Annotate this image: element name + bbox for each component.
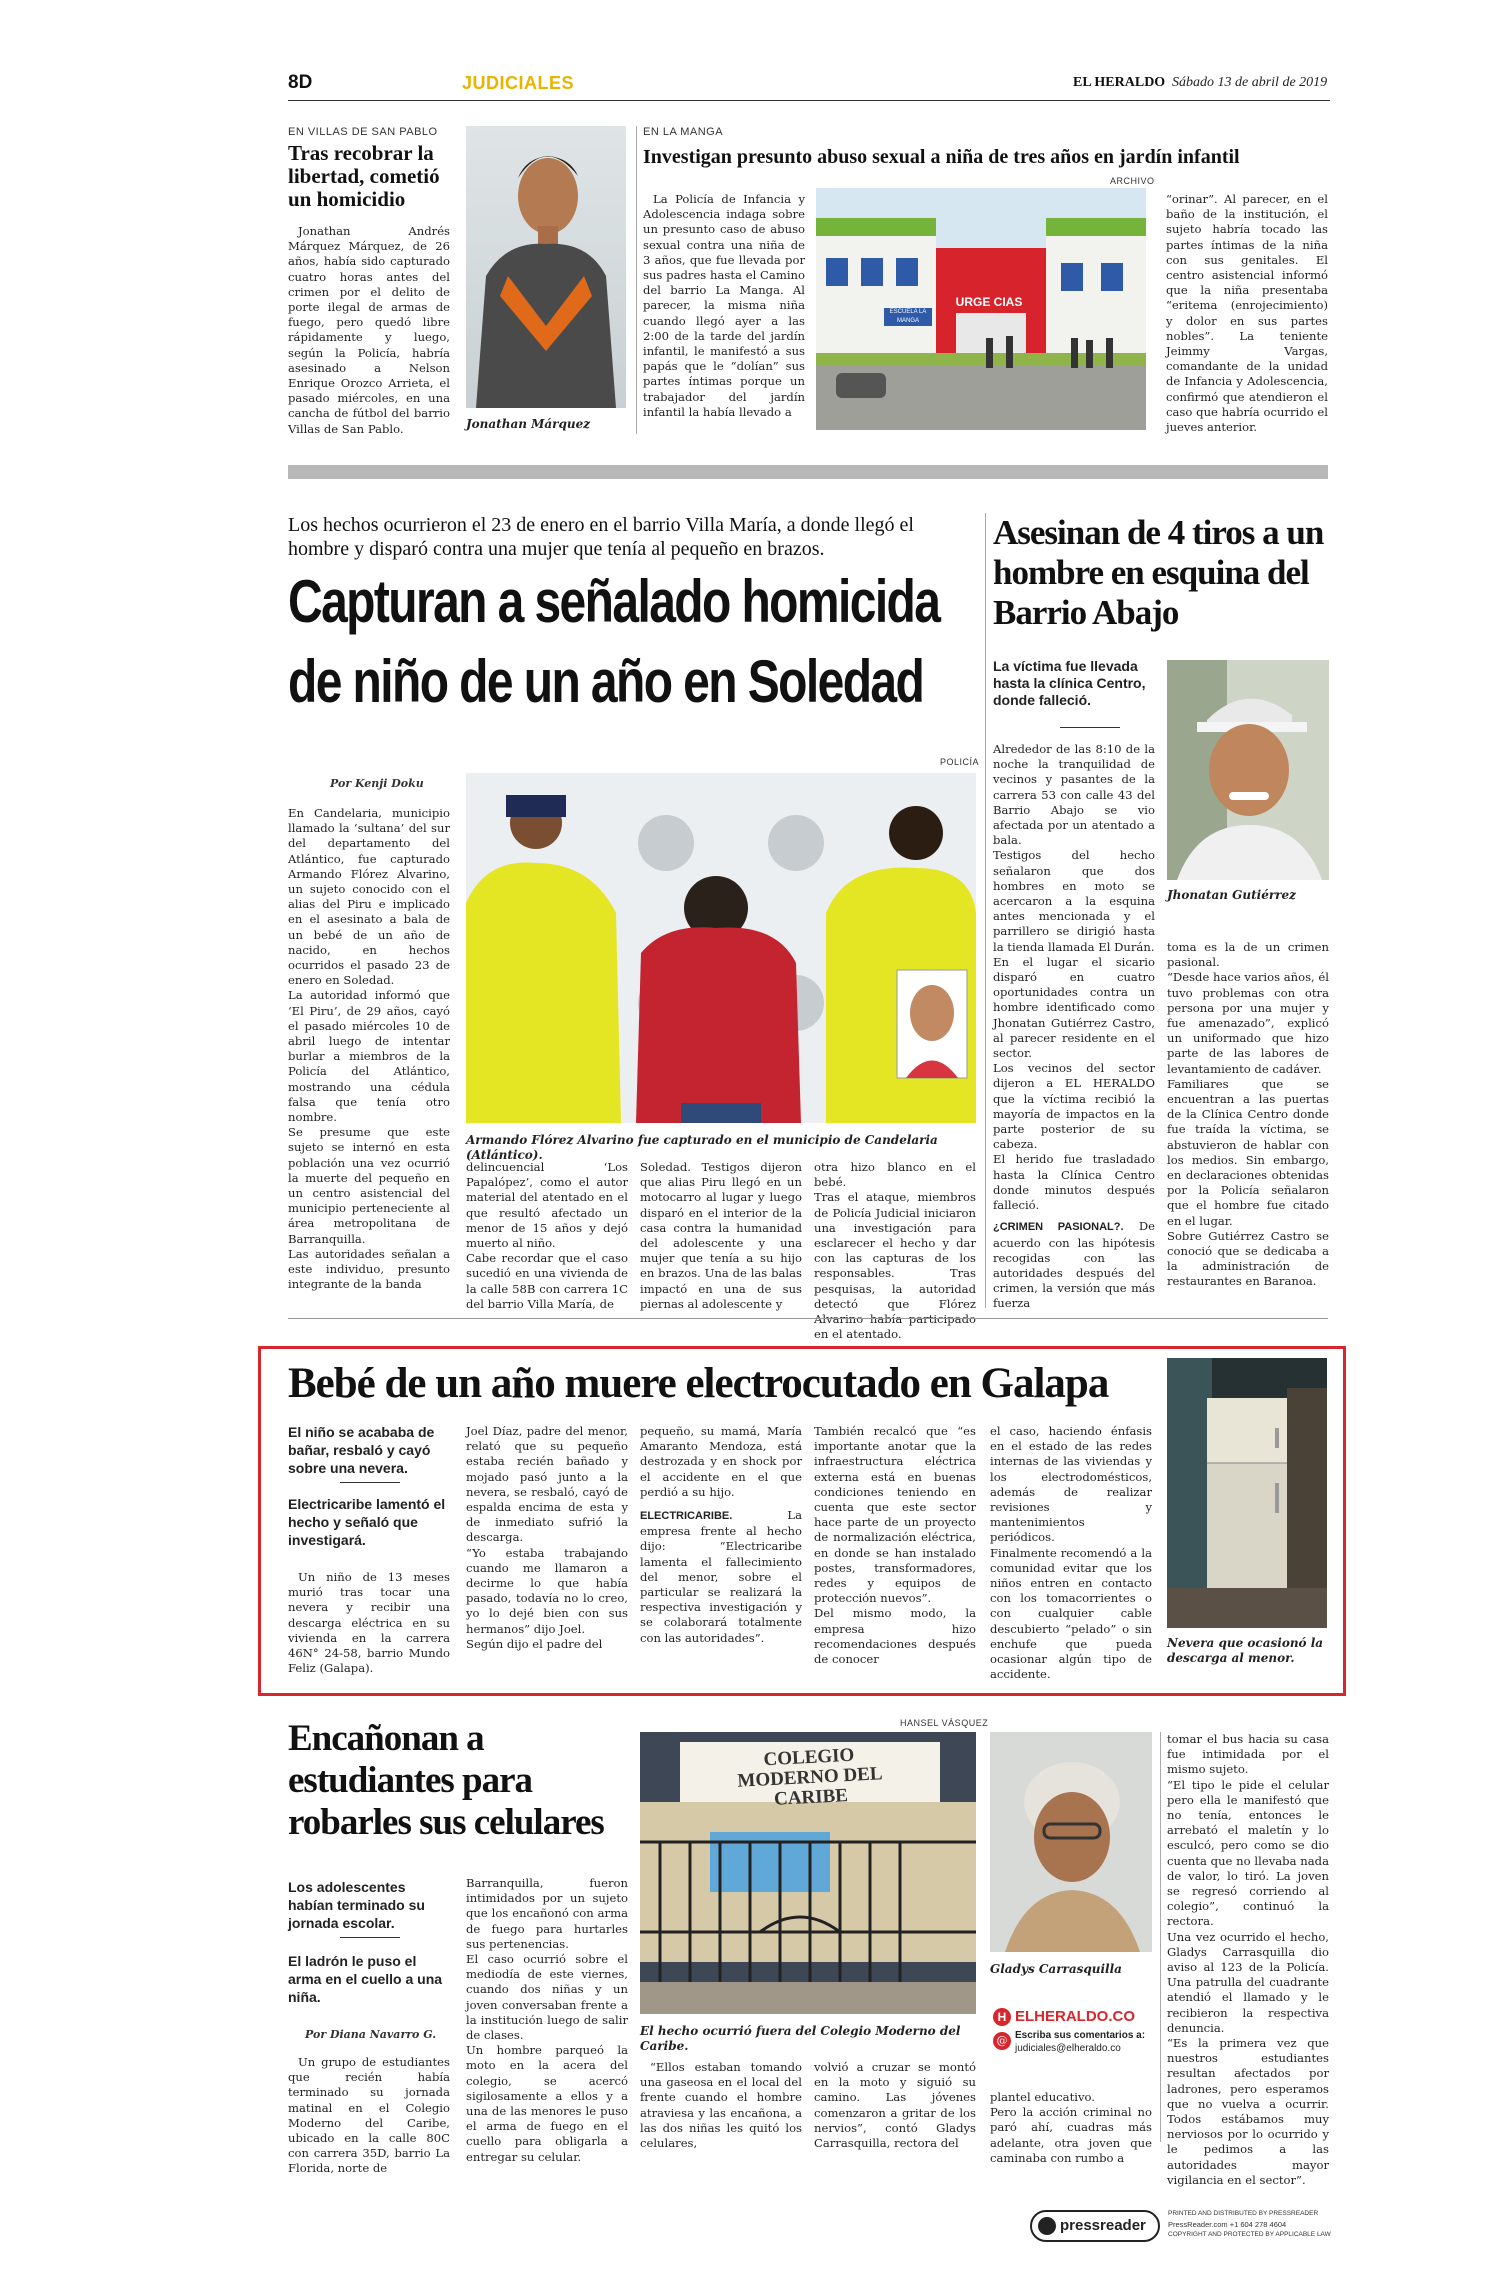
story-headline-line1: Capturan a señalado homicida <box>288 568 940 635</box>
story-col3: Soledad. Testigos dijeron que alias Piru llegó en un motocarro al lugar y luego disparó en el interior de la casa contra la humanidad del adolescente y una mujer que tenía a su hijo en brazos. Una de las balas impactó en una de sus piernas al adolescente y <box>640 1160 802 1311</box>
story-summary-2: El ladrón le puso el arma en el cuello a una niña. <box>288 1953 443 2005</box>
story-headline: Investigan presunto abuso sexual a niña de tres años en jardín infantil <box>643 146 1240 168</box>
story-col4: otra hizo blanco en el bebé. Tras el ataque, miembros de Policía Judicial iniciaron una investigación para esclarecer el hecho y dar con las capturas de los responsables. Tras pesquisas, la autoridad detectó que Flórez Alvarino había participado en el atentado. <box>814 1160 976 1342</box>
story-summary-1: Los adolescentes habían terminado su jornada escolar. <box>288 1879 425 1931</box>
story-kicker: EN LA MANGA <box>643 126 724 138</box>
story-col2: Joel Díaz, padre del menor, relató que su pequeño estaba recién bañado y mojado pasó junto a la nevera, se resbaló, cayó de espalda encima de esta y de inmediato sufrió la descarga. “Yo estaba trabajando cuando me llamaron a decirme lo que había pasado, todavía no lo creo, yo lo dejé bien con sus hermanos” dijo Joel. Según dijo el padre del <box>466 1424 628 1651</box>
summary-rule <box>1060 727 1120 728</box>
section-separator-bar <box>288 465 1328 479</box>
story-summary: La víctima fue llevada hasta la clínica Centro, donde falleció. <box>993 658 1146 708</box>
story-col1 <box>993 742 1155 1312</box>
story-body: Jonathan Andrés Márquez Márquez, de 26 años, había sido capturado cuatro horas antes del crimen por el delito de porte ilegal de armas de fuego, pero quedó libre rápidamente y luego, según la Policía, habría asesinado a Nelson Enrique Orozco Arrieta, el pasado miércoles, en una cancha de fútbol del barrio Villas de San Pablo. <box>288 224 450 436</box>
story-body-left: La Policía de Infancia y Adolescencia indaga sobre un presunto caso de abuso sexual contra una niña de 3 años, que fue llevada por sus padres hasta el Camino del barrio La Manga. Al parecer, la misma niña cuando llegó ayer a las 2:00 de la tarde del jardín infantil, le manifestó a sus papás que le “dolían” sus partes íntimas porque un trabajador del jardín infantil la había llevado a <box>643 192 805 419</box>
victim-photo <box>1167 660 1329 880</box>
summary-rule <box>340 1482 400 1483</box>
story-col5: el caso, haciendo énfasis en el estado de las redes internas de las viviendas y los electrodomésticos, además de realizar revisiones y mantenimientos periódicos. Finalmente recomendó a la comunidad evitar que los niños entren en contacto con los tomacorrientes o con cualquier cable descubierto “pelado” o sin enchufe que pueda ocasionar algún tipo de accidente. <box>990 1424 1152 1682</box>
column-divider <box>636 126 637 434</box>
portrait-photo <box>466 126 626 408</box>
story-col3-text: pequeño, su mamá, María Amaranto Mendoza, está destrozada y en shock por el accidente en el que perdió a su hijo. <box>640 1424 802 1499</box>
story-col2: delincuencial ‘Los Papalópez’, como el autor material del atentado en el que resultó afectado un menor de 15 años y dejó muerto al niño. Cabe recordar que el caso sucedió en una vivienda de la calle 58B con carrera 1C del barrio Villa María, de <box>466 1160 628 1311</box>
column-divider <box>1160 1732 1161 2142</box>
story-subhead: ¿CRIMEN PASIONAL?. <box>993 1221 1124 1234</box>
story-headline: Bebé de un año muere electrocutado en Galapa <box>288 1360 1109 1407</box>
story-byline: Por Diana Navarro G. <box>305 2028 437 2041</box>
promo-logo: ELHERALDO.CO <box>1015 2008 1135 2025</box>
arrest-photo <box>466 773 976 1123</box>
story-col3 <box>640 1424 802 1646</box>
story-summary-2: Electricaribe lamentó el hecho y señaló que investigará. <box>288 1496 446 1548</box>
rector-photo <box>990 1732 1152 1952</box>
building-graphic <box>816 188 1146 430</box>
photo-credit: POLICÍA <box>940 757 980 767</box>
story-col1-end: De acuerdo con las hipótesis recogidas con las autoridades después del crimen, la versión que más fuerza <box>993 1219 1155 1311</box>
section-name: JUDICIALES <box>462 73 575 93</box>
pressreader-badge[interactable] <box>1030 2210 1160 2242</box>
story-col2: toma es la de un crimen pasional. “Desde hace varios años, él tuvo problemas con otra persona por una mujer y fue amenazado”, explicó un uniformado que hizo parte de las labores de levantamiento de cadáver. Familiares que se encuentran a las puertas de la Clínica Centro donde fue traída la víctima, se abstuvieron de hablar con los medios. Sin embargo, en declaraciones obtenidas por la Policía señalaron que el hombre fue citado en el lugar. Sobre Gutiérrez Castro se conoció que se dedicaba a la administración de restaurantes en Baranoa. <box>1167 940 1329 1289</box>
man-portrait-graphic <box>466 126 626 408</box>
story-subhead: ELECTRICARIBE. <box>640 1510 733 1523</box>
logo-h-icon: H <box>993 2008 1011 2026</box>
fridge-caption: Nevera que ocasionó la descarga al menor. <box>1167 1636 1324 1665</box>
story-col5: plantel educativo. Pero la acción criminal no paró ahí, cuadras más adelante, otra joven que caminaba con rumbo a <box>990 2090 1152 2165</box>
story-col6: tomar el bus hacia su casa fue intimidada por el mismo sujeto. “El tipo le pide el celular pero ella le manifestó que no tenía, entonces le arrebató el maletín y lo esculcó, pero como se dio cuenta que no llevaba nada de valor, lo tiró. La joven se regresó corriendo al colegio”, continuó la rectora. Una vez ocurrido el hecho, Gladys Carrasquilla dio aviso al 123 de la Policía. Una patrulla del cuadrante atendió el llamado y le recibieron la respectiva denuncia. “Es la primera vez que nuestros estudiantes resultan afectados por ladrones, pero esperamos que no vuelva a ocurrir. Todos estábamos muy nerviosos por lo ocurrido y le pedimos a las autoridades mayor vigilancia en el sector”. <box>1167 1732 1329 2187</box>
story-col2: Barranquilla, fueron intimidados por un sujeto que los encañonó con arma de fuego para hurtarles sus pertenencias. El caso ocurrió sobre el mediodía de este viernes, cuando dos niñas y un joven conversaban frente a la institución luego de salir de clases. Un hombre parqueó la moto en la acera del colegio, se acercó sigilosamente a ellos y a una de las menores le puso el arma de fuego en el cuello para obligarla a entregar su celular. <box>466 1876 628 2164</box>
kindergarten-photo <box>816 188 1146 430</box>
column-divider <box>985 513 986 1308</box>
school-sign: ESCUELA LA MANGA <box>889 309 927 324</box>
pressreader-icon <box>1038 2217 1056 2235</box>
portrait-caption: Jonathan Márquez <box>466 417 591 431</box>
rector-graphic <box>990 1732 1152 1952</box>
pressreader-fine-2: PressReader.com +1 604 278 4604 <box>1168 2220 1287 2229</box>
photo-credit: HANSEL VÁSQUEZ <box>900 1718 989 1728</box>
arrest-caption: Armando Flórez Alvarino fue capturado en el municipio de Candelaria (Atlántico). <box>466 1133 938 1162</box>
victim-graphic <box>1167 660 1329 880</box>
rector-caption: Gladys Carrasquilla <box>990 1962 1122 1976</box>
story-col4: También recalcó que “es importante anotar que la infraestructura eléctrica externa está en buenas condiciones teniendo en cuenta que este sector hace parte de un proyecto de normalización eléctrica, en donde se han instalado postes, transformadores, redes y equipos de protección nuevos”. Del mismo modo, la empresa hizo recomendaciones después de conocer <box>814 1424 976 1667</box>
fridge-photo <box>1167 1358 1327 1628</box>
school-caption: El hecho ocurrió fuera del Colegio Moderno del Caribe. <box>640 2024 961 2053</box>
page-number: 8D <box>288 72 313 93</box>
story-body-right: “orinar”. Al parecer, en el baño de la institución, el sujeto habría tocado las partes íntimas de la niña con sus genitales. El centro asistencial informó que la niña presentaba “eritema (enrojecimiento) y dolor en sus partes nobles”. La teniente Jeimmy Vargas, comandante de la unidad de Infancia y Adolescencia, confirmó que atendieron el caso que habría ocurrido el jueves anterior. <box>1166 192 1328 435</box>
story-byline: Por Kenji Doku <box>330 777 424 790</box>
summary-rule <box>340 1937 400 1938</box>
story-intro: Un niño de 13 meses murió tras tocar una nevera y recibir una descarga eléctrica en su vivienda en la carrera 46N° 24-58, barrio Mundo Feliz (Galapa). <box>288 1570 450 1676</box>
pressreader-fine-1: PRINTED AND DISTRIBUTED BY PRESSREADER <box>1168 2210 1319 2217</box>
story-divider <box>288 1318 1328 1319</box>
story-col1: En Candelaria, municipio llamado la ‘sultana’ del sur del departamento del Atlántico, fue capturado Armando Flórez Alvarino, un sujeto conocido con el alias del Piru e implicado en el asesinato a bala de un bebé de un año de nacido, en hechos ocurridos el pasado 23 de enero en Soledad. La autoridad informó que ‘El Piru’, de 29 años, cayó el pasado miércoles 10 de abril luego de intentar burlar a miembros de la Policía del Atlántico, mostrando una cédula falsa que tenía otro nombre. Se presume que este sujeto se internó en esta población una vez ocurrió la muerte del pequeño en un centro asistencial del municipio perteneciente al área metropolitana de Barranquilla. Las autoridades señalan a este individuo, presunto integrante de la banda <box>288 806 450 1292</box>
story-headline-line2: de niño de un año en Soledad <box>288 648 924 715</box>
story-headline: Encañonan a estudiantes para robarles sus celulares <box>288 1718 604 1843</box>
issue-date: Sábado 13 de abril de 2019 <box>1172 75 1328 90</box>
victim-caption: Jhonatan Gutiérrez <box>1167 888 1296 902</box>
school-photo <box>640 1732 976 2014</box>
promo-email[interactable]: judiciales@elheraldo.co <box>1015 2043 1121 2054</box>
story-col1-text: Alrededor de las 8:10 de la noche la tranquilidad de vecinos y pasantes de la carrera 53 con calle 43 del Barrio Abajo se vio afectada por un atentado a bala. Testigos del hecho señalaron que dos hombres en moto se acercaron a la esquina antes mencionada y el parrillero se dirigió hasta la tienda llamada El Durán. En el lugar el sicario disparó en cuatro oportunidades contra un hombre identificado como Jhonatan Gutiérrez Castro, al parecer residente en el sector. Los vecinos del sector dijeron a EL HERALDO que la víctima recibió la mayoría de impactos en la parte posterior de su cabeza. El herido fue trasladado hasta la Clínica Centro donde minutos después falleció. <box>993 742 1155 1213</box>
story-col3: “Ellos estaban tomando una gaseosa en el local del frente cuando el hombre atraviesa y las encañona, a las dos niñas les quitó los celulares, <box>640 2060 802 2151</box>
school-sign-text: COLEGIO MODERNO DEL CARIBE <box>736 1744 884 1810</box>
header-rule <box>288 100 1330 101</box>
photo-credit: ARCHIVO <box>1110 176 1155 186</box>
emergency-sign: URGE CIAS <box>955 295 1023 309</box>
story-kicker: EN VILLAS DE SAN PABLO <box>288 126 438 138</box>
story-col3-b: La empresa frente al hecho dijo: “Electricaribe lamenta el fallecimiento del menor, sobre el particular se realizará la respectiva investigación y se colaborará totalmente con las autoridades”. <box>640 1508 802 1645</box>
arrest-graphic <box>466 773 976 1123</box>
pressreader-fine-3: COPYRIGHT AND PROTECTED BY APPLICABLE LAW <box>1168 2231 1331 2238</box>
story-summary-1: El niño se acababa de bañar, resbaló y cayó sobre una nevera. <box>288 1424 435 1476</box>
story-col4: volvió a cruzar se montó en la moto y siguió su camino. Las jóvenes comenzaron a gritar de los nervios”, contó Gladys Carrasquilla, rectora del <box>814 2060 976 2151</box>
story-col1: Un grupo de estudiantes que recién había terminado su jornada matinal en el Colegio Moderno del Caribe, ubicado en la calle 80C con carrera 35D, barrio La Florida, norte de <box>288 2055 450 2176</box>
story-headline: Asesinan de 4 tiros a un hombre en esquina del Barrio Abajo <box>993 513 1324 632</box>
pressreader-wordmark: pressreader <box>1060 2217 1146 2234</box>
story-deck: Los hechos ocurrieron el 23 de enero en el barrio Villa María, a donde llegó el hombre y disparó contra una mujer que tenía al pequeño en brazos. <box>288 514 914 560</box>
promo-line: Escriba sus comentarios a: <box>1015 2030 1146 2041</box>
story-headline: Tras recobrar la libertad, cometió un homicidio <box>288 141 440 211</box>
paper-name: EL HERALDO <box>1073 75 1166 90</box>
fridge-graphic <box>1167 1358 1327 1628</box>
mail-icon: @ <box>993 2032 1011 2050</box>
